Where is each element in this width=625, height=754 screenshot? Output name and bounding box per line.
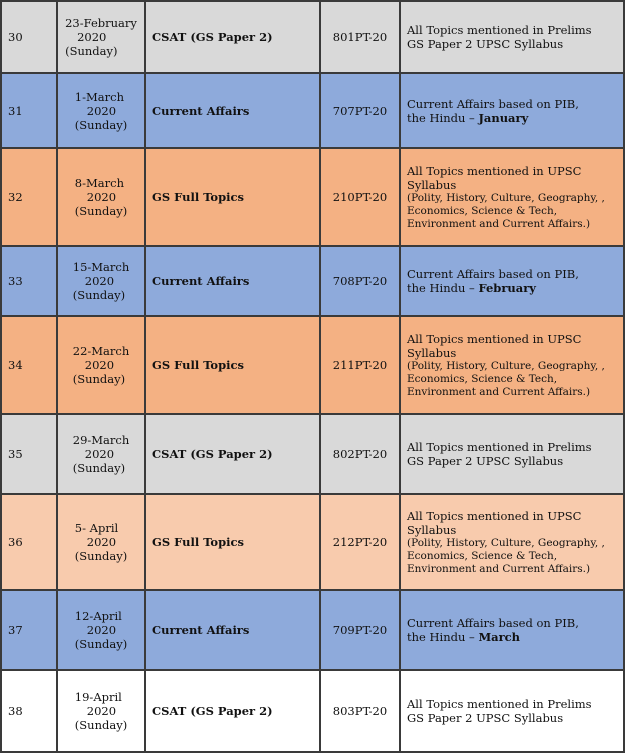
test-date-lines	[75, 521, 127, 563]
table-row	[1, 316, 624, 414]
topic-text: All Topics mentioned in Prelims	[407, 697, 592, 711]
topic-line	[407, 630, 617, 644]
table-row	[1, 246, 624, 316]
date-day: 15-March	[72, 260, 130, 274]
topic-line	[407, 332, 617, 346]
test-topics	[400, 494, 624, 590]
test-code: 211PT-20	[320, 316, 400, 414]
topic-line	[407, 178, 617, 192]
test-date	[57, 316, 145, 414]
date-day: 1-March	[74, 89, 124, 104]
date-day: 29-March	[72, 433, 130, 447]
date-year: 2020	[84, 274, 115, 288]
topic-subjects-line: Economics, Science & Tech,	[407, 549, 558, 562]
date-weekday: (Sunday)	[72, 288, 126, 302]
table-row	[1, 73, 624, 148]
test-subject: CSAT (GS Paper 2)	[145, 414, 320, 494]
test-subject: CSAT (GS Paper 2)	[145, 670, 320, 752]
table-row	[1, 1, 624, 73]
topic-text: Current Affairs based on PIB,	[407, 267, 579, 281]
test-date-lines	[73, 433, 130, 475]
topic-line	[407, 164, 617, 178]
test-topics	[400, 148, 624, 246]
date-weekday: (Sunday)	[74, 718, 128, 732]
test-date-lines	[75, 90, 127, 132]
date-weekday: (Sunday)	[72, 461, 126, 475]
topic-month: February	[478, 281, 536, 295]
test-subject: Current Affairs	[145, 246, 320, 316]
topic-text: the Hindu –	[407, 110, 479, 125]
topic-month: March	[478, 630, 521, 644]
topic-subjects-line: Economics, Science & Tech,	[407, 372, 558, 385]
test-date-lines	[75, 690, 127, 732]
topic-text: Syllabus	[407, 522, 457, 537]
topic-line	[407, 454, 617, 468]
date-weekday: (Sunday)	[74, 117, 128, 132]
test-topics	[400, 1, 624, 73]
topic-text: All Topics mentioned in UPSC	[407, 331, 582, 346]
topic-subjects-line: (Polity, History, Culture, Geography, ,	[407, 359, 605, 372]
topic-text: GS Paper 2 UPSC Syllabus	[407, 37, 564, 51]
topic-text: the Hindu –	[407, 281, 479, 295]
topic-line	[407, 711, 617, 725]
test-date-lines	[75, 609, 127, 651]
topic-subjects-line: Economics, Science & Tech,	[407, 204, 558, 217]
topic-subjects-line: (Polity, History, Culture, Geography, ,	[407, 191, 605, 204]
test-date-lines	[65, 16, 137, 58]
date-day: 23-February	[65, 16, 137, 30]
test-topics	[400, 246, 624, 316]
topic-month: January	[478, 110, 529, 125]
date-day: 5- April	[74, 521, 119, 535]
test-number: 34	[1, 316, 57, 414]
test-date-lines	[73, 260, 130, 302]
topic-text: All Topics mentioned in UPSC	[407, 508, 582, 523]
test-date	[57, 414, 145, 494]
test-number: 36	[1, 494, 57, 590]
test-date	[57, 246, 145, 316]
test-topics	[400, 73, 624, 148]
topic-text: Syllabus	[407, 345, 457, 360]
date-year: 2020	[86, 535, 117, 549]
date-year: 2020	[86, 190, 117, 204]
topic-subjects-line: Environment and Current Affairs.)	[407, 217, 591, 230]
test-date	[57, 670, 145, 752]
test-date	[57, 148, 145, 246]
schedule-body	[1, 1, 624, 752]
test-date-lines	[73, 344, 130, 386]
date-weekday: (Sunday)	[74, 549, 128, 563]
test-date	[57, 73, 145, 148]
date-year: 2020	[84, 358, 115, 372]
date-year: 2020	[77, 30, 107, 44]
test-number: 38	[1, 670, 57, 752]
date-day: 8-March	[74, 176, 124, 190]
topic-line	[407, 37, 617, 51]
test-topics	[400, 414, 624, 494]
date-weekday: (Sunday)	[72, 372, 126, 386]
test-number: 33	[1, 246, 57, 316]
test-number: 32	[1, 148, 57, 246]
date-weekday: (Sunday)	[74, 204, 128, 218]
topic-line	[407, 523, 617, 537]
test-number: 35	[1, 414, 57, 494]
topic-text: All Topics mentioned in Prelims	[407, 440, 592, 454]
topic-subjects-line: Environment and Current Affairs.)	[407, 562, 591, 575]
topic-line	[407, 346, 617, 360]
table-row	[1, 590, 624, 670]
test-date	[57, 494, 145, 590]
topic-line	[407, 281, 617, 295]
topic-line	[407, 697, 617, 711]
test-code: 801PT-20	[320, 1, 400, 73]
topic-line	[407, 97, 617, 111]
date-year: 2020	[86, 623, 117, 637]
test-topics	[400, 316, 624, 414]
test-code: 802PT-20	[320, 414, 400, 494]
topic-text: GS Paper 2 UPSC Syllabus	[407, 711, 564, 725]
table-row	[1, 670, 624, 752]
date-year: 2020	[86, 103, 117, 118]
test-subject: GS Full Topics	[145, 494, 320, 590]
table-row	[1, 148, 624, 246]
test-code: 708PT-20	[320, 246, 400, 316]
test-subject: CSAT (GS Paper 2)	[145, 1, 320, 73]
test-date	[57, 1, 145, 73]
test-number: 37	[1, 590, 57, 670]
topic-subjects-line: Environment and Current Affairs.)	[407, 385, 591, 398]
date-year: 2020	[86, 704, 117, 718]
table-row	[1, 414, 624, 494]
test-number: 31	[1, 73, 57, 148]
test-subject: GS Full Topics	[145, 148, 320, 246]
topic-text: Current Affairs based on PIB,	[407, 96, 579, 111]
topic-line	[407, 509, 617, 523]
test-subject: Current Affairs	[145, 590, 320, 670]
topic-text: Syllabus	[407, 177, 457, 192]
test-date-lines	[75, 176, 127, 218]
topic-line	[407, 23, 617, 37]
topic-subjects-line: (Polity, History, Culture, Geography, ,	[407, 536, 605, 549]
test-topics	[400, 590, 624, 670]
topic-text: Current Affairs based on PIB,	[407, 616, 579, 630]
topic-line	[407, 616, 617, 630]
test-code: 707PT-20	[320, 73, 400, 148]
test-code: 709PT-20	[320, 590, 400, 670]
date-day: 12-April	[74, 609, 122, 623]
topic-line	[407, 111, 617, 125]
topic-line	[407, 267, 617, 281]
topic-text: the Hindu –	[407, 630, 479, 644]
test-number: 30	[1, 1, 57, 73]
topic-text: All Topics mentioned in UPSC	[407, 163, 582, 178]
test-date	[57, 590, 145, 670]
test-code: 803PT-20	[320, 670, 400, 752]
date-day: 19-April	[74, 690, 122, 704]
date-day: 22-March	[72, 344, 130, 358]
date-weekday: (Sunday)	[65, 44, 118, 58]
topic-text: All Topics mentioned in Prelims	[407, 23, 592, 37]
date-year: 2020	[84, 447, 115, 461]
topic-line	[407, 440, 617, 454]
test-subject: Current Affairs	[145, 73, 320, 148]
test-code: 210PT-20	[320, 148, 400, 246]
topic-text: GS Paper 2 UPSC Syllabus	[407, 454, 564, 468]
test-subject: GS Full Topics	[145, 316, 320, 414]
date-weekday: (Sunday)	[74, 637, 128, 651]
test-code: 212PT-20	[320, 494, 400, 590]
test-topics	[400, 670, 624, 752]
table-row	[1, 494, 624, 590]
